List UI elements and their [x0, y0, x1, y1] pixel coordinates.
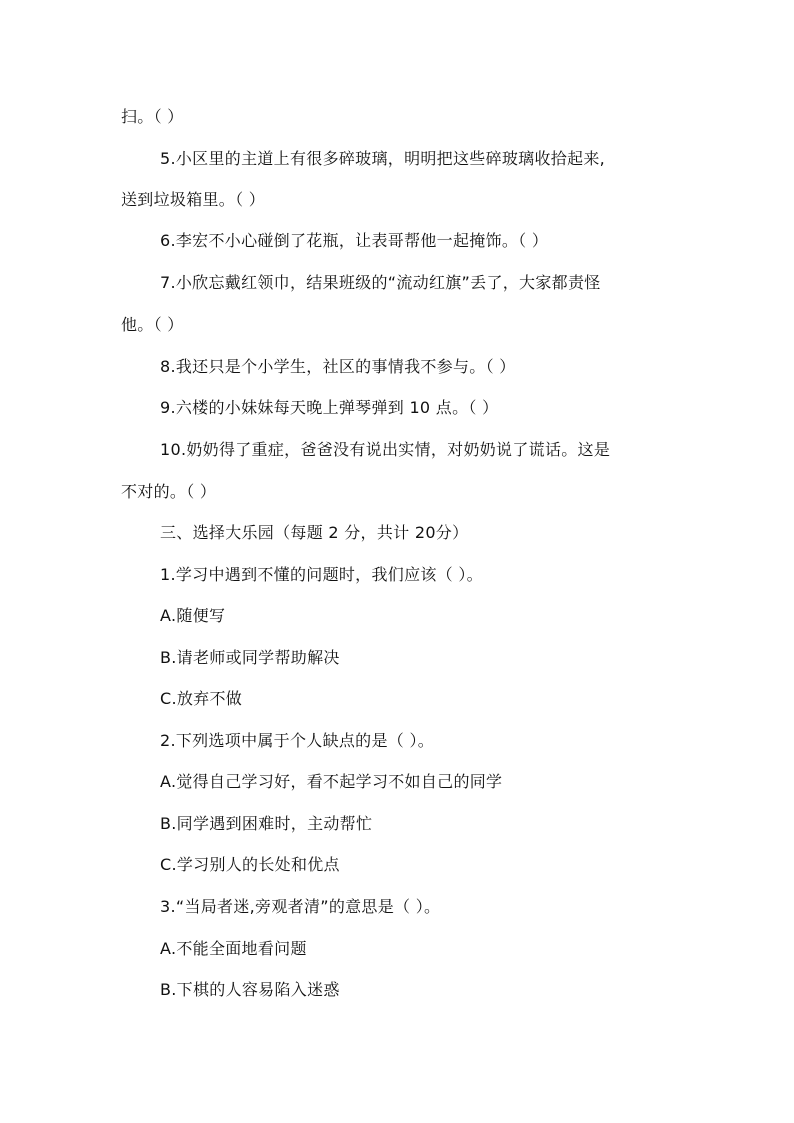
choice-3-option-a: A.不能全面地看问题	[160, 939, 307, 958]
choice-1-option-b: B.请老师或同学帮助解决	[160, 648, 340, 667]
choice-2-option-a: A.觉得自己学习好，看不起学习不如自己的同学	[160, 772, 503, 791]
choice-question-2: 2.下列选项中属于个人缺点的是（ ）。	[160, 731, 435, 750]
question-4-continuation: 扫。（ ）	[121, 107, 184, 126]
choice-1-option-c: C.放弃不做	[160, 689, 243, 708]
choice-question-3: 3.“当局者迷,旁观者清”的意思是（ ）。	[160, 897, 441, 916]
choice-3-option-b: B.下棋的人容易陷入迷惑	[160, 980, 340, 999]
question-5-line-1: 5.小区里的主道上有很多碎玻璃，明明把这些碎玻璃收拾起来,	[160, 149, 606, 168]
question-7-line-1: 7.小欣忘戴红领巾，结果班级的“流动红旗”丢了，大家都责怪	[160, 273, 601, 292]
question-8: 8.我还只是个小学生，社区的事情我不参与。（ ）	[160, 357, 516, 376]
question-10-line-1: 10.奶奶得了重症，爸爸没有说出实情，对奶奶说了谎话。这是	[160, 440, 611, 459]
section-3-heading: 三、选择大乐园（每题 2 分，共计 20分）	[160, 523, 469, 542]
question-6: 6.李宏不小心碰倒了花瓶，让表哥帮他一起掩饰。（ ）	[160, 231, 549, 250]
question-5-line-2: 送到垃圾箱里。（ ）	[121, 190, 266, 209]
choice-2-option-b: B.同学遇到困难时，主动帮忙	[160, 814, 373, 833]
question-9: 9.六楼的小妹妹每天晚上弹琴弹到 10 点。（ ）	[160, 398, 499, 417]
choice-question-1: 1.学习中遇到不懂的问题时，我们应该（ ）。	[160, 565, 483, 584]
choice-2-option-c: C.学习别人的长处和优点	[160, 855, 340, 874]
question-7-line-2: 他。（ ）	[121, 315, 184, 334]
choice-1-option-a: A.随便写	[160, 606, 226, 625]
question-10-line-2: 不对的。（ ）	[121, 482, 217, 501]
